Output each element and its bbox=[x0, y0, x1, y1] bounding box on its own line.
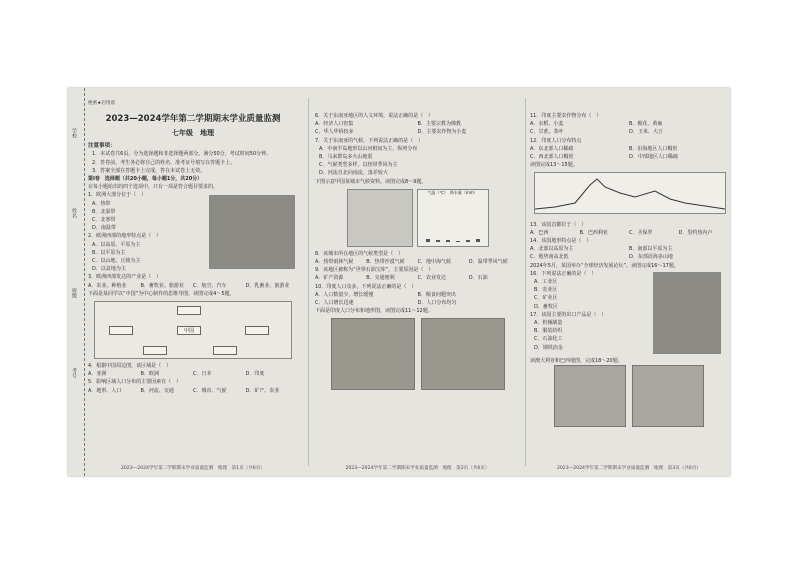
page-footer: 2023—2024学年第二学期期末学业质量监测 地理 第3页（共6页） bbox=[556, 465, 702, 471]
india-maps-figure bbox=[315, 318, 520, 390]
options-row bbox=[315, 258, 520, 266]
option: C．矿业区 bbox=[534, 295, 558, 302]
option: D．主要农作物为小麦 bbox=[417, 129, 467, 136]
option: D．河流自北向南流，落差较大 bbox=[319, 170, 388, 177]
brazil-map-image bbox=[632, 365, 704, 427]
precip-bar bbox=[476, 239, 480, 242]
reading-note: 下图示意甲国某城市气候资料。读图完成8～9题。 bbox=[315, 178, 427, 185]
options-row bbox=[315, 274, 520, 282]
precip-bar bbox=[426, 239, 430, 242]
options-row bbox=[530, 253, 728, 261]
option: C．城市、气候 bbox=[193, 387, 227, 394]
option: A．东北部人口稀疏 bbox=[530, 145, 574, 152]
option: B．热带沙漠气候 bbox=[366, 259, 405, 266]
option: C．北寒带 bbox=[92, 217, 116, 224]
option: A．热带雨林气候 bbox=[315, 259, 354, 266]
option: A．人口数量少，增长缓慢 bbox=[315, 291, 374, 298]
page-2-column bbox=[315, 88, 520, 476]
note-item: 3．答案全部在答题卡上完成，答在本试卷上无效。 bbox=[92, 167, 206, 174]
options-row bbox=[315, 120, 520, 128]
section-instruction: 在每小题给出的四个选项中，只有一项是符合题目要求的。 bbox=[88, 184, 219, 191]
option: D．矿产、农业 bbox=[245, 387, 280, 394]
india-population-map-image bbox=[331, 318, 415, 390]
note-item: 1．本试卷共6页，分为选择题和非选择题两部分。满分50分，考试时间50分钟。 bbox=[92, 151, 272, 158]
reading-note: 下面是某同学以“中国”为中心制作的思维导图，读图完成4～5题。 bbox=[88, 290, 235, 297]
option: C．圣保罗 bbox=[629, 229, 653, 236]
option: D．乳畜业、旅游业 bbox=[245, 282, 290, 289]
option: D．玉米、大豆 bbox=[629, 129, 663, 136]
option: B．北温带 bbox=[92, 208, 116, 215]
exam-subtitle: 七年级 地理 bbox=[172, 129, 214, 138]
reading-note: 读澳大利亚和巴西地图，完成18～20题。 bbox=[530, 357, 623, 364]
option: D．中部地区人口稀疏 bbox=[629, 154, 678, 161]
option: A．农业、种植业 bbox=[88, 282, 127, 289]
option: A．机械制造 bbox=[534, 320, 563, 327]
option: B．马来群岛多火山地震 bbox=[319, 154, 373, 161]
reading-note: 2024年5月，某国举办“全球经济发展论坛”，读图完成16～17题。 bbox=[530, 262, 679, 269]
option: A．热带 bbox=[92, 200, 111, 207]
options-row bbox=[530, 153, 728, 161]
climate-chart-axis-title: 气温（℃） 降水量（mm） bbox=[427, 189, 478, 195]
option: D．钢铁冶金 bbox=[534, 344, 563, 351]
option: B．服装纺织 bbox=[534, 328, 563, 335]
terrain-profile-line bbox=[535, 179, 725, 209]
option: C．甘蔗、茶叶 bbox=[530, 129, 564, 136]
exam-sheet bbox=[68, 88, 730, 476]
terrain-profile-image bbox=[534, 172, 726, 214]
question-stem: 16．下列说法正确的是（ ） bbox=[530, 270, 597, 277]
precip-bar bbox=[466, 240, 470, 242]
question-stem: 12．印度人口分布特点 bbox=[530, 137, 582, 144]
page-footer: 2023—2024学年第二学期期末学业质量监测 地理 第2页（共6页） bbox=[345, 465, 490, 471]
gutter-label-school: 学校 bbox=[71, 128, 77, 138]
option: C．地势南高北低 bbox=[530, 254, 569, 261]
question-stem: 11．印度主要农作物分布（ ） bbox=[530, 113, 602, 119]
options-row bbox=[530, 245, 728, 253]
option: B．交通便利 bbox=[366, 275, 395, 282]
section-heading: 第Ⅰ卷 选择题（共20小题，每小题1分，共20分） bbox=[88, 176, 203, 183]
page-1-column bbox=[88, 88, 298, 476]
options-row bbox=[530, 120, 728, 128]
option: B．欧洲 bbox=[140, 371, 159, 378]
column-divider bbox=[525, 98, 526, 466]
climate-figure bbox=[315, 189, 520, 247]
option: A．水稻、小麦 bbox=[530, 121, 564, 128]
option: D．人口分布均匀 bbox=[417, 300, 457, 307]
question-stem: 1．欧洲大部分位于（ ） bbox=[88, 192, 147, 199]
option: C．地中海气候 bbox=[417, 259, 451, 266]
secret-tag: 绝密★启用前 bbox=[88, 101, 116, 106]
options-row bbox=[88, 282, 298, 290]
option: D．南温带 bbox=[92, 225, 116, 232]
note-item: 2．答卷前，考生务必将自己的姓名、准考证号填写在答题卡上。 bbox=[92, 159, 236, 166]
option: A．工业区 bbox=[534, 279, 558, 286]
option: A．地形、人口 bbox=[88, 387, 122, 394]
question-stem: 3．欧洲西部发达的产业是（ ） bbox=[88, 274, 162, 281]
option: B．以平原为主 bbox=[92, 249, 126, 256]
page-3-column bbox=[530, 88, 728, 476]
gutter-label-class: 班级 bbox=[71, 288, 77, 298]
option: B．沿海地区人口稠密 bbox=[629, 145, 678, 152]
question-stem: 5．影响区域人口分布的主要因素有（ ） bbox=[88, 379, 182, 386]
option: D．东部沿海多山地 bbox=[629, 254, 673, 261]
option: D．印度 bbox=[245, 371, 265, 378]
option: D．里约热内卢 bbox=[678, 229, 713, 236]
question-stem: 2．欧洲西部的地形特点是（ ） bbox=[88, 233, 162, 240]
option: B．棉花、黄麻 bbox=[629, 121, 663, 128]
option: B．农业区 bbox=[534, 287, 558, 294]
option: C．石油化工 bbox=[534, 336, 563, 343]
mind-map-diagram bbox=[94, 301, 292, 359]
egypt-map-image bbox=[653, 272, 721, 354]
question-stem: 10．印度人口众多，下列说法正确的是（ ） bbox=[315, 283, 417, 290]
precip-bar bbox=[436, 240, 440, 242]
australia-brazil-maps-figure bbox=[530, 365, 728, 427]
option: C．气候类型多样，以热带季风为主 bbox=[319, 162, 398, 169]
option: D．畜牧区 bbox=[534, 303, 558, 310]
options-row bbox=[315, 291, 520, 299]
mind-map-center: 中国 bbox=[177, 326, 201, 335]
question-stem: 6．关于东南亚地区的人文环境，说法正确的是（ ） bbox=[315, 113, 434, 119]
page-footer: 2023—2024学年第二学期期末学业质量监测 地理 第1页（共6页） bbox=[120, 465, 266, 471]
option: D．石油 bbox=[468, 275, 488, 282]
option: C．航空、汽车 bbox=[193, 282, 227, 289]
option: A．以高原、平原为主 bbox=[92, 241, 141, 248]
option: B．畜牧业、旅游业 bbox=[140, 282, 184, 289]
mind-map-node bbox=[213, 346, 237, 355]
option: C．日本 bbox=[193, 371, 212, 378]
options-row bbox=[88, 370, 298, 378]
option: C．农业发达 bbox=[417, 275, 446, 282]
options-row bbox=[315, 128, 520, 136]
binding-gutter bbox=[68, 88, 85, 476]
question-stem: 4．根据中国周边图，该区域是（ ） bbox=[88, 363, 172, 370]
question-stem: 8．该城市所在地区的气候类型是（ ） bbox=[315, 250, 404, 257]
india-terrain-map-image bbox=[421, 318, 505, 390]
reading-note: 下面是印度人口分布和地形图，读图完成11～12题。 bbox=[315, 308, 433, 315]
middle-east-map-image bbox=[347, 189, 413, 247]
option: C．西北部人口稠密 bbox=[530, 154, 574, 161]
mind-map-node bbox=[109, 326, 133, 335]
option: D．温带季风气候 bbox=[468, 259, 508, 266]
notes-heading: 注意事项： bbox=[88, 143, 116, 150]
precip-bar bbox=[446, 240, 450, 242]
australia-map-image bbox=[554, 365, 626, 427]
question-1-block bbox=[88, 191, 298, 273]
option: A．北部以高原为主 bbox=[530, 246, 574, 253]
climate-chart-image bbox=[417, 189, 489, 247]
precip-bar bbox=[456, 241, 460, 242]
europe-map-image bbox=[209, 195, 295, 269]
question-stem: 14．该国地形特点是（ ） bbox=[530, 238, 592, 245]
option: B．河流、交通 bbox=[140, 387, 174, 394]
options-row bbox=[530, 145, 728, 153]
question-stem: 7．关于东南亚的气候，下列说法正确的是（ ） bbox=[315, 137, 424, 144]
option: A．巴西 bbox=[530, 229, 549, 236]
mind-map-node bbox=[245, 326, 269, 335]
question-stem: 17．该国主要的出口产品是（ ） bbox=[530, 311, 607, 318]
option: A．中南半岛地形以山河相间为主，纵列分布 bbox=[319, 145, 418, 152]
options-row bbox=[315, 299, 520, 307]
question-16-17-block bbox=[530, 270, 728, 357]
option: B．主要宗教为佛教 bbox=[417, 121, 461, 128]
question-stem: 9．该地区被称为“世界石油宝库”，主要原因是（ ） bbox=[315, 267, 434, 274]
reading-note: 读图完成13～15题。 bbox=[530, 162, 578, 169]
option: A．矿产资源 bbox=[315, 275, 344, 282]
options-row bbox=[530, 128, 728, 136]
option: B．粮食问题突出 bbox=[417, 291, 456, 298]
option: A．经济人口密集 bbox=[315, 121, 354, 128]
option: C．华人华侨较多 bbox=[315, 129, 354, 136]
gutter-label-exam-no: 考号 bbox=[71, 368, 77, 378]
option: A．亚洲 bbox=[88, 371, 107, 378]
option: C．以山地、丘陵为主 bbox=[92, 258, 141, 265]
exam-title: 2023—2024学年第二学期期末学业质量监测 bbox=[105, 114, 281, 125]
mind-map-node bbox=[177, 306, 201, 315]
question-stem: 13．该国首都位于（ ） bbox=[530, 221, 587, 228]
option: D．以盆地为主 bbox=[92, 266, 126, 273]
mind-map-node bbox=[143, 346, 167, 355]
options-row bbox=[530, 229, 728, 237]
option: B．巴西利亚 bbox=[579, 229, 608, 236]
options-row bbox=[88, 387, 298, 395]
gutter-label-name: 姓名 bbox=[71, 208, 77, 218]
column-divider bbox=[308, 98, 309, 466]
option: C．人口增长迅速 bbox=[315, 300, 354, 307]
option: B．南部以平原为主 bbox=[629, 246, 673, 253]
